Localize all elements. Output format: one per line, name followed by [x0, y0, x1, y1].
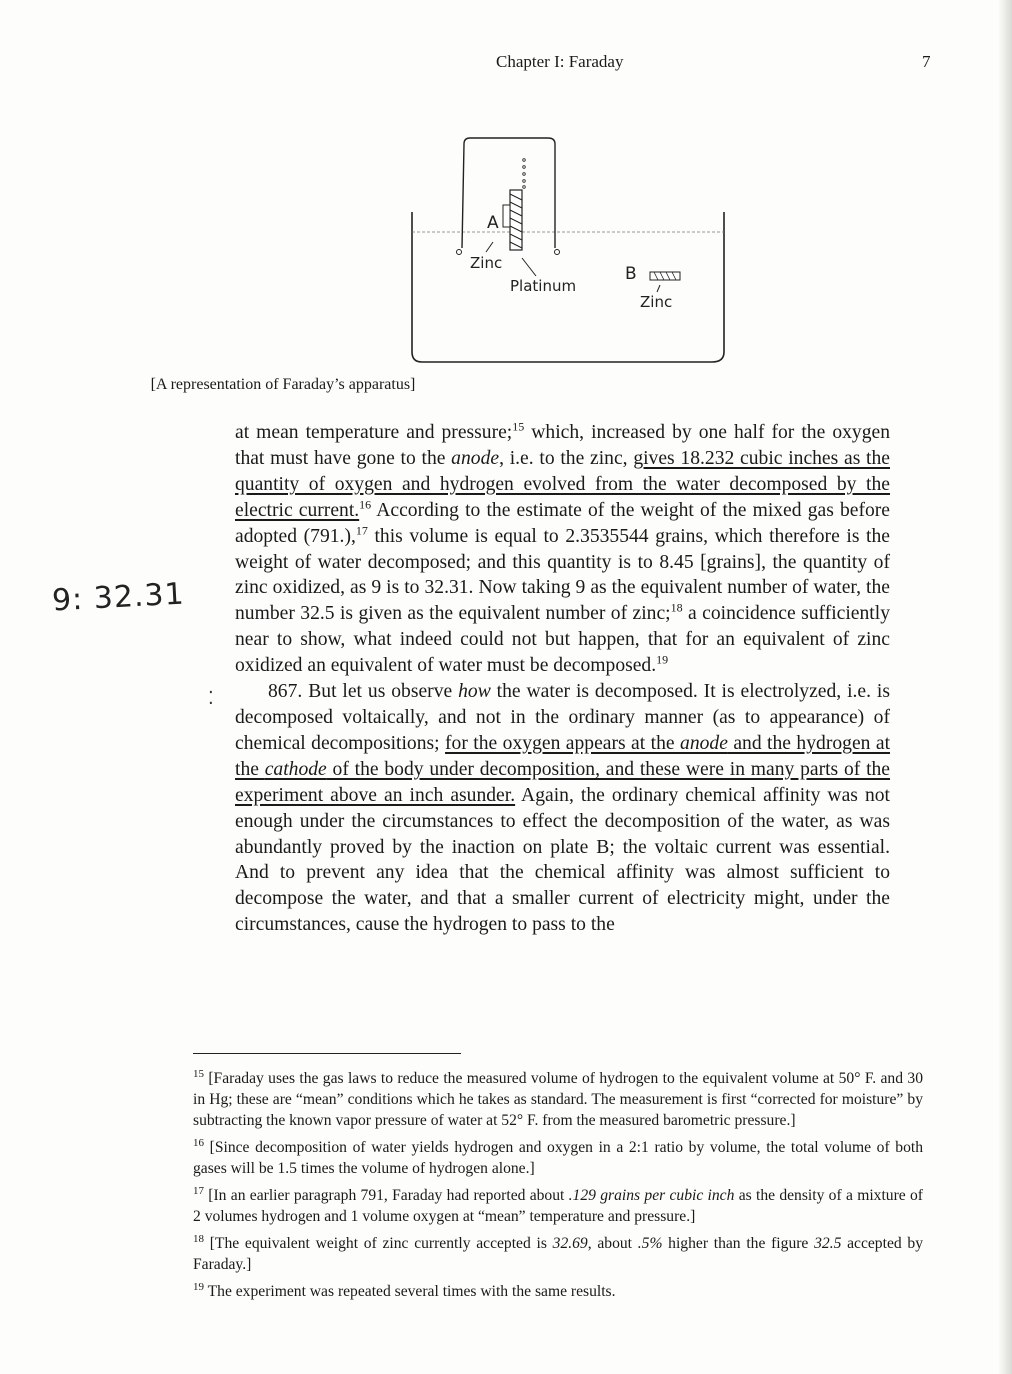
- paragraph-867: 867. But let us observe how the water is decomposed. It is electrolyzed, i.e. is decomposed voltaically, and not in the ordinary manner (as to appearance) of chemical decompositions; for the oxygen appears at the anode and the hydrogen at the cathode of the body under decomposition, and these were in many parts of the experiment above an inch asunder. Again, the ordinary chemical affinity was not enough under the circumstances to effect the decomposition of the water, as was abundantly proved by the inaction on plate B; the voltaic current was essential. And to prevent any idea that the chemical affinity was almost sufficient to decompose the water, and that a smaller current of electricity might, under the circumstances, cause the hydrogen to pass to the: [235, 681, 891, 936]
- footnote-ref-19: 19: [656, 652, 669, 667]
- apparatus-drawing: [400, 130, 740, 380]
- underlined-passage-2: for the oxygen appears at the anode and the hydrogen at the cathode of the body under decomposition, and these were in many parts of the experiment above an inch asunder.: [235, 732, 891, 806]
- margin-tick-mark: ⁚: [208, 688, 214, 708]
- wire-frame: [462, 138, 555, 248]
- label-b: B: [625, 264, 637, 284]
- footnote-17: $^{17}$ [In an earlier paragraph 791, Faraday had reported about .129 grains per cubic inch as the density of a mixture of 2 volumes hydrogen and 1 volume oxygen at “mean” temperature and pressure.]: [193, 1184, 923, 1225]
- footnote-ref-17: 17: [355, 523, 368, 538]
- figure-caption: [0, 376, 1012, 394]
- pointer-a: [486, 242, 493, 252]
- footnote-separator: [193, 1053, 461, 1054]
- label-platinum: Platinum: [510, 277, 577, 295]
- handwritten-margin-note: 9: 32.31: [51, 576, 186, 619]
- footnote-ref-15: 15: [512, 419, 525, 434]
- figure-caption-text: [A representation of Faraday’s apparatus]: [150, 376, 416, 393]
- pointer-b: [657, 285, 660, 292]
- bubble-column: [523, 159, 526, 189]
- footnote-19: $^{19}$ The experiment was repeated several times with the same results.: [193, 1280, 616, 1300]
- label-zinc-left: Zinc: [470, 254, 503, 272]
- zinc-plate-a: [503, 205, 510, 227]
- footnote-15: $^{15}$ [Faraday uses the gas laws to reduce the measured volume of hydrogen to the equivalent volume at 50° F. and 30 in Hg; these are “mean” conditions which he takes as standard. The measurement is first “corrected for moisture” by subtracting the known vapor pressure of water at 52° F. from the measured barometric pressure.]: [193, 1067, 923, 1129]
- footnote-18: $^{18}$ [The equivalent weight of zinc currently accepted is 32.69, about .5% higher than the figure 32.5 accepted by Faraday.]: [193, 1232, 923, 1273]
- page-edge-shadow: [998, 0, 1012, 1374]
- footnote-ref-16: 16: [359, 497, 372, 512]
- underlined-passage-1: gives 18.232 cubic inches as the quantity of oxygen and hydrogen evolved from the water decomposed by the electric current.: [235, 447, 890, 521]
- apparatus-figure: [400, 130, 740, 380]
- running-header: [0, 52, 1012, 76]
- footnote-ref-18: 18: [670, 600, 683, 615]
- label-zinc-right: Zinc: [640, 293, 673, 311]
- footnote-16: $^{16}$ [Since decomposition of water yields hydrogen and oxygen in a 2:1 ratio by volume, the total volume of both gases will be 1.5 times the volume of hydrogen alone.]: [193, 1136, 923, 1177]
- pointer-platinum: [522, 258, 536, 276]
- main-text: [235, 420, 890, 938]
- terminal-right: [555, 250, 560, 255]
- page-number: 7: [922, 52, 931, 71]
- terminal-left: [457, 250, 462, 255]
- chapter-title: Chapter I: Faraday: [496, 52, 624, 71]
- footnotes: [193, 1068, 923, 1308]
- paragraph-continuation: at mean temperature and pressure;$^{15}$ which, increased by one half for the oxygen that must have gone to the anode, i.e. to the zinc, gives 18.232 cubic inches as the quantity of oxygen and hydrogen evolved from the water decomposed by the electric current.$^{16}$ According to the estimate of the weight of the mixed gas before adopted (791.),$^{17}$ this volume is equal to 2.3535544 grains, which therefore is the weight of water decomposed; and this quantity is to 8.45 [grains], the quantity of zinc oxidized, as 9 is to 32.31. Now taking 9 as the equivalent number of water, the number 32.5 is given as the equivalent number of zinc;$^{18}$ a coincidence sufficiently near to show, what indeed could not but happen, that for an equivalent of zinc oxidized an equivalent of water must be decomposed.$^{19}$: [235, 419, 890, 677]
- label-a: A: [487, 213, 499, 233]
